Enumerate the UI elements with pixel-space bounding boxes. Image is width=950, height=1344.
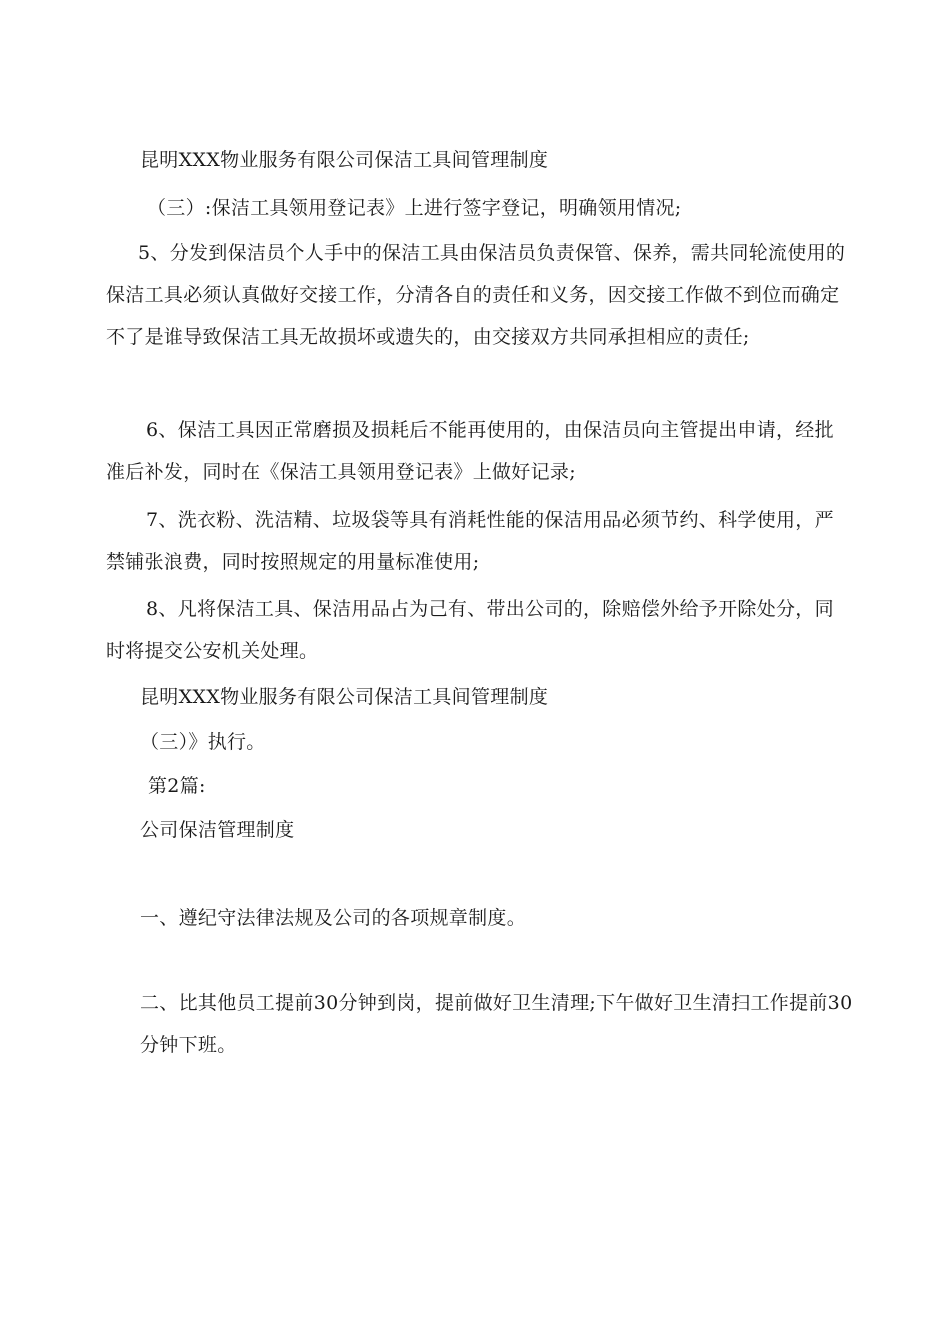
list-item-8: 8、凡将保洁工具、保洁用品占为己有、带出公司的，除赔偿外给予开除处分，同时将提交公安机关处理。	[106, 598, 834, 662]
section-heading: 第2篇:	[148, 775, 206, 797]
paragraph: （三）》执行。	[140, 731, 266, 753]
rule-2: 二、比其他员工提前30分钟到岗，提前做好卫生清理;下午做好卫生清扫工作提前30分钟下班。	[140, 992, 853, 1056]
list-item-6: 6、保洁工具因正常磨损及损耗后不能再使用的，由保洁员向主管提出申请，经批准后补发，同时在《保洁工具领用登记表》上做好记录;	[106, 419, 834, 483]
document-title: 昆明XXX物业服务有限公司保洁工具间管理制度	[140, 686, 549, 708]
document-title: 昆明XXX物业服务有限公司保洁工具间管理制度	[140, 149, 549, 171]
section-title: 公司保洁管理制度	[140, 819, 295, 841]
rule-1: 一、遵纪守法律法规及公司的各项规章制度。	[140, 907, 527, 929]
list-item-5: 5、分发到保洁员个人手中的保洁工具由保洁员负责保管、保养，需共同轮流使用的保洁工具必须认真做好交接工作，分清各自的责任和义务，因交接工作做不到位而确定不了是谁导致保洁工具无故损坏或遗失的，由交接双方共同承担相应的责任;	[106, 242, 846, 348]
paragraph: （三）:保洁工具领用登记表》上进行签字登记，明确领用情况;	[147, 197, 682, 219]
list-item-7: 7、洗衣粉、洗洁精、垃圾袋等具有消耗性能的保洁用品必须节约、科学使用，严禁铺张浪费，同时按照规定的用量标准使用;	[106, 509, 834, 573]
